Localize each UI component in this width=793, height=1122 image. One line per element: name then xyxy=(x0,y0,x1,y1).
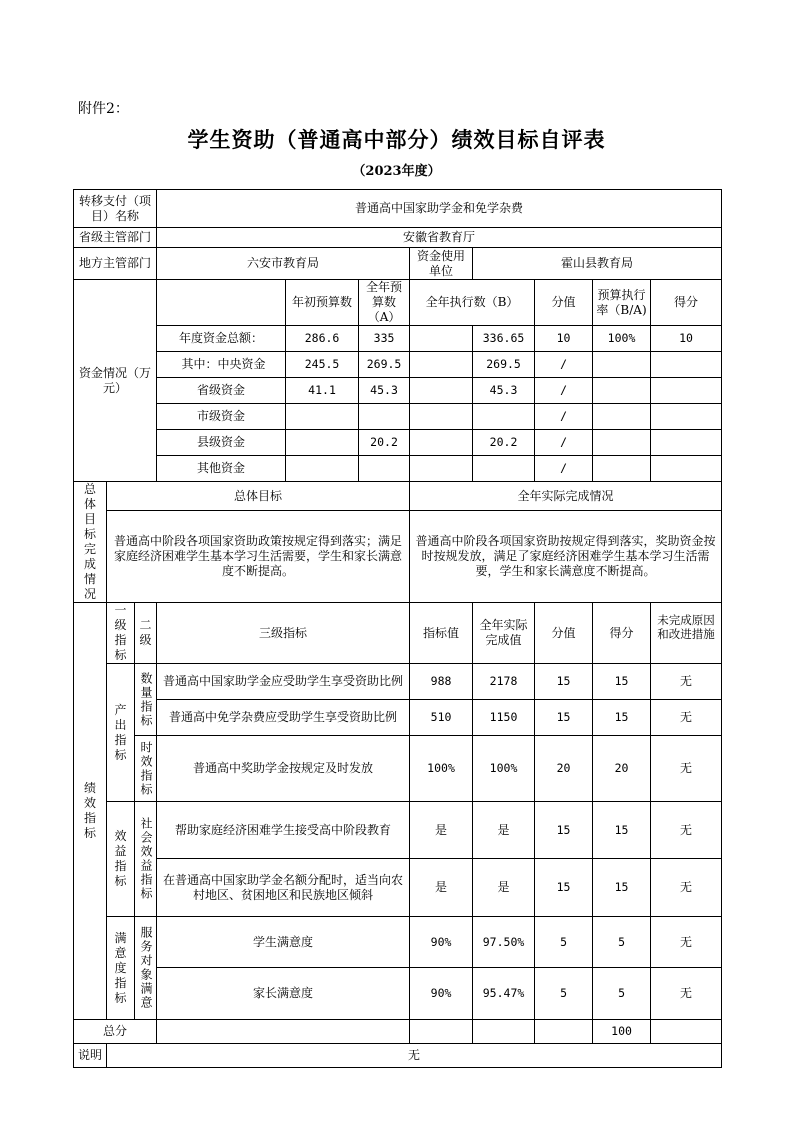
indicator-actual: 是 xyxy=(473,859,535,917)
fund-label: 其中：中央资金 xyxy=(157,352,286,378)
indicator-reason: 无 xyxy=(651,700,722,736)
fund-score xyxy=(651,352,722,378)
indicator-reason: 无 xyxy=(651,917,722,968)
indicators-section-label: 绩效指标 xyxy=(74,603,107,1020)
indicator-value: 5 xyxy=(535,917,593,968)
goals-target-header: 总体目标 xyxy=(107,482,410,511)
fund-annual xyxy=(359,456,410,482)
indicator-name: 学生满意度 xyxy=(157,917,410,968)
fund-initial xyxy=(286,430,359,456)
indicator-row xyxy=(74,917,722,968)
indicator-value: 15 xyxy=(535,700,593,736)
indicator-reason: 无 xyxy=(651,736,722,802)
indicator-actual: 95.47% xyxy=(473,968,535,1020)
fund-initial: 41.1 xyxy=(286,378,359,404)
attachment-label: 附件2： xyxy=(78,101,129,117)
note-row xyxy=(74,1044,722,1068)
indicator-score: 5 xyxy=(593,968,651,1020)
h-score: 得分 xyxy=(593,603,651,664)
indicator-actual: 2178 xyxy=(473,664,535,700)
h-actual: 全年实际完成值 xyxy=(473,603,535,664)
indicator-value: 20 xyxy=(535,736,593,802)
evaluation-table xyxy=(73,189,722,1068)
indicator-name: 普通高中国家助学金应受助学生享受资助比例 xyxy=(157,664,410,700)
user-unit-label: 资金使用单位 xyxy=(410,248,473,280)
indicator-target: 100% xyxy=(410,736,473,802)
indicator-target: 是 xyxy=(410,859,473,917)
fund-exec-blank xyxy=(410,326,473,352)
fund-label: 县级资金 xyxy=(157,430,286,456)
funds-header-blank xyxy=(157,280,286,326)
project-name-value: 普通高中国家助学金和免学杂费 xyxy=(157,190,722,228)
total-blank-4 xyxy=(535,1020,593,1044)
l2-social: 社会效益指标 xyxy=(135,802,157,917)
goals-target-text: 普通高中阶段各项国家资助政策按规定得到落实；满足家庭经济困难学生基本学习生活需要，学生和家长满意度不断提高。 xyxy=(107,511,410,603)
indicator-score: 5 xyxy=(593,917,651,968)
fund-rate xyxy=(593,378,651,404)
indicator-row xyxy=(74,736,722,802)
indicator-score: 15 xyxy=(593,664,651,700)
fund-label: 其他资金 xyxy=(157,456,286,482)
indicator-value: 15 xyxy=(535,859,593,917)
l2-timeliness: 时效指标 xyxy=(135,736,157,802)
h-reason: 未完成原因和改进措施 xyxy=(651,603,722,664)
fund-annual: 20.2 xyxy=(359,430,410,456)
user-unit-value: 霍山县教育局 xyxy=(473,248,722,280)
l1-output: 产出指标 xyxy=(107,664,135,802)
indicator-reason: 无 xyxy=(651,968,722,1020)
indicator-name: 在普通高中国家助学金名额分配时，适当向农村地区、贫困地区和民族地区倾斜 xyxy=(157,859,410,917)
indicator-target: 90% xyxy=(410,917,473,968)
page-title: 学生资助（普通高中部分）绩效目标自评表 xyxy=(187,127,606,152)
h-value: 分值 xyxy=(535,603,593,664)
fund-exec-blank xyxy=(410,404,473,430)
indicator-actual: 1150 xyxy=(473,700,535,736)
indicator-actual: 100% xyxy=(473,736,535,802)
fund-annual: 269.5 xyxy=(359,352,410,378)
fund-exec: 336.65 xyxy=(473,326,535,352)
indicator-actual: 97.50% xyxy=(473,917,535,968)
l2-service: 服务对象满意 xyxy=(135,917,157,1020)
indicator-name: 帮助家庭经济困难学生接受高中阶段教育 xyxy=(157,802,410,859)
funds-row xyxy=(74,430,722,456)
fund-score xyxy=(651,378,722,404)
fund-exec-blank xyxy=(410,456,473,482)
fund-value: / xyxy=(535,430,593,456)
indicator-value: 5 xyxy=(535,968,593,1020)
fund-initial: 286.6 xyxy=(286,326,359,352)
fund-score xyxy=(651,456,722,482)
fund-score xyxy=(651,430,722,456)
fund-exec xyxy=(473,456,535,482)
fund-label: 省级资金 xyxy=(157,378,286,404)
indicator-reason: 无 xyxy=(651,664,722,700)
fund-initial xyxy=(286,456,359,482)
province-dept-label: 省级主管部门 xyxy=(74,228,157,248)
goals-section-label: 总体目标完成情况 xyxy=(74,482,107,603)
province-dept-value: 安徽省教育厅 xyxy=(157,228,722,248)
fund-initial xyxy=(286,404,359,430)
indicator-name: 家长满意度 xyxy=(157,968,410,1020)
total-blank-1 xyxy=(157,1020,410,1044)
fund-value: / xyxy=(535,404,593,430)
h-target: 指标值 xyxy=(410,603,473,664)
fund-value: 10 xyxy=(535,326,593,352)
fund-rate xyxy=(593,352,651,378)
indicator-score: 15 xyxy=(593,802,651,859)
l1-satisfaction: 满意度指标 xyxy=(107,917,135,1020)
indicator-target: 90% xyxy=(410,968,473,1020)
project-name-label: 转移支付（项目）名称 xyxy=(74,190,157,228)
fund-label: 市级资金 xyxy=(157,404,286,430)
page-subtitle: （2023年度） xyxy=(352,164,441,179)
indicator-name: 普通高中奖助学金按规定及时发放 xyxy=(157,736,410,802)
l2-quantity: 数量指标 xyxy=(135,664,157,736)
goals-actual-header: 全年实际完成情况 xyxy=(410,482,722,511)
fund-annual: 45.3 xyxy=(359,378,410,404)
col-exec-rate: 预算执行率（B/A) xyxy=(593,280,651,326)
indicator-name: 普通高中免学杂费应受助学生享受资助比例 xyxy=(157,700,410,736)
fund-annual: 335 xyxy=(359,326,410,352)
fund-exec xyxy=(473,404,535,430)
fund-initial: 245.5 xyxy=(286,352,359,378)
total-blank-2 xyxy=(410,1020,473,1044)
indicator-row xyxy=(74,968,722,1020)
local-dept-label: 地方主管部门 xyxy=(74,248,157,280)
indicator-row xyxy=(74,859,722,917)
fund-score xyxy=(651,404,722,430)
funds-row xyxy=(74,404,722,430)
fund-annual xyxy=(359,404,410,430)
fund-rate: 100% xyxy=(593,326,651,352)
total-blank-5 xyxy=(651,1020,722,1044)
col-score: 得分 xyxy=(651,280,722,326)
fund-exec-blank xyxy=(410,430,473,456)
fund-value: / xyxy=(535,456,593,482)
h-level2: 二级 xyxy=(135,603,157,664)
fund-rate xyxy=(593,404,651,430)
indicator-target: 是 xyxy=(410,802,473,859)
indicator-target: 988 xyxy=(410,664,473,700)
total-score: 100 xyxy=(593,1020,651,1044)
fund-exec: 269.5 xyxy=(473,352,535,378)
col-annual-exec: 全年执行数（B） xyxy=(410,280,535,326)
h-level1: 一级指标 xyxy=(107,603,135,664)
indicator-score: 15 xyxy=(593,700,651,736)
indicator-value: 15 xyxy=(535,802,593,859)
fund-value: / xyxy=(535,352,593,378)
total-row xyxy=(74,1020,722,1044)
col-initial-budget: 年初预算数 xyxy=(286,280,359,326)
indicator-value: 15 xyxy=(535,664,593,700)
indicator-row xyxy=(74,664,722,700)
fund-value: / xyxy=(535,378,593,404)
total-blank-3 xyxy=(473,1020,535,1044)
total-label: 总分 xyxy=(74,1020,157,1044)
l1-benefit: 效益指标 xyxy=(107,802,135,917)
funds-section-label: 资金情况（万元） xyxy=(74,280,157,482)
col-score-value: 分值 xyxy=(535,280,593,326)
funds-row xyxy=(74,378,722,404)
fund-score: 10 xyxy=(651,326,722,352)
indicator-actual: 是 xyxy=(473,802,535,859)
indicator-score: 15 xyxy=(593,859,651,917)
funds-row xyxy=(74,456,722,482)
indicator-row xyxy=(74,700,722,736)
indicator-reason: 无 xyxy=(651,859,722,917)
indicator-score: 20 xyxy=(593,736,651,802)
fund-exec: 45.3 xyxy=(473,378,535,404)
local-dept-value: 六安市教育局 xyxy=(157,248,410,280)
col-annual-budget: 全年预算数（A） xyxy=(359,280,410,326)
funds-row xyxy=(74,326,722,352)
indicator-target: 510 xyxy=(410,700,473,736)
goals-actual-text: 普通高中阶段各项国家资助按规定得到落实，奖助资金按时按规发放，满足了家庭经济困难学生基本学习生活需要，学生和家长满意度不断提高。 xyxy=(410,511,722,603)
note-label: 说明 xyxy=(74,1044,107,1068)
fund-exec-blank xyxy=(410,352,473,378)
fund-label: 年度资金总额： xyxy=(157,326,286,352)
fund-exec: 20.2 xyxy=(473,430,535,456)
h-level3: 三级指标 xyxy=(157,603,410,664)
indicator-reason: 无 xyxy=(651,802,722,859)
fund-rate xyxy=(593,430,651,456)
indicator-row xyxy=(74,802,722,859)
note-value: 无 xyxy=(107,1044,722,1068)
fund-rate xyxy=(593,456,651,482)
funds-row xyxy=(74,352,722,378)
fund-exec-blank xyxy=(410,378,473,404)
